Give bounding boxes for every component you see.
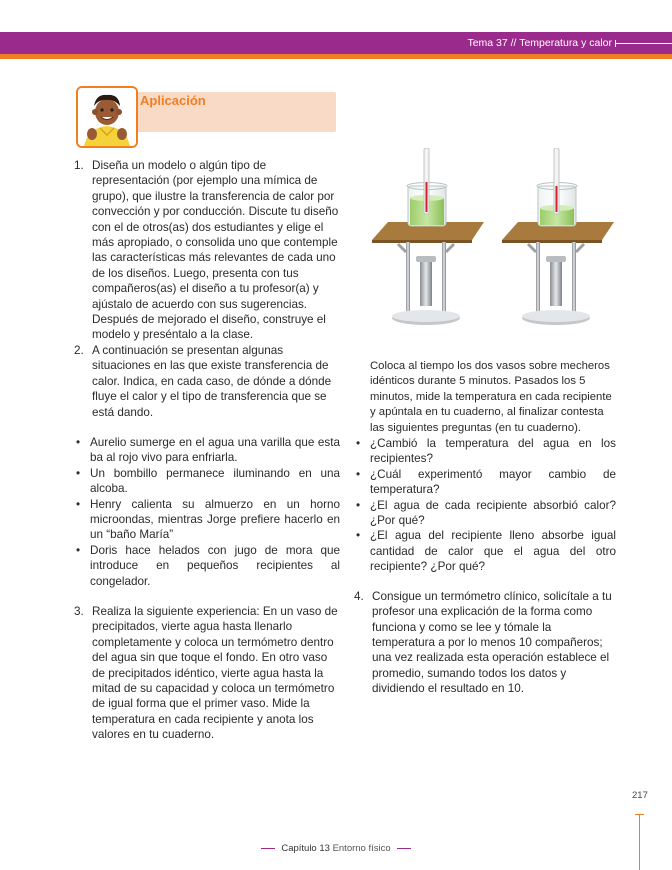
header-accent-line xyxy=(0,54,672,59)
left-setup xyxy=(372,148,484,325)
right-setup xyxy=(502,148,614,325)
exercise-2 xyxy=(74,343,340,420)
exercise-4-number: 4. xyxy=(354,589,364,603)
exercise-3-text: Realiza la siguiente experiencia: En un vaso de precipitados, vierte agua hasta llenarlo completamente y coloca un termómetro dentro del agua sin que toque el fondo. En otro vaso de precipitados idéntico, vierte agua hasta la mitad de su capacidad y coloca un termómetro de igual forma que el primer vaso. Mide la temperatura en cada recipiente y anota los valores en tu cuaderno. xyxy=(92,604,338,742)
exercise-4 xyxy=(354,589,616,697)
question-bullet: • ¿Cambió la temperatura del agua en los recipientes? xyxy=(354,436,616,467)
exercise-1-text: Diseña un modelo o algún tipo de representación (por ejemplo una mímica de grupo), que ilustre la transferencia de calor por convección y por conducción. Discute tu diseño con el de otros(as) dos estudiantes y elige el más apropiado, o consolida uno que contemple las características más relevantes de cada uno de los diseños. Luego, presenta con tus compañeros(as) el diseño a tu profesor(a) y ajústalo de acuerdo con sus sugerencias. Después de mejorado el diseño, construye el modelo y preséntalo a la clase. xyxy=(92,159,339,342)
question-bullet: • ¿Cuál experimentó mayor cambio de temperatura? xyxy=(354,467,616,498)
header-rule xyxy=(616,43,672,44)
question-bullet: • ¿El agua del recipiente lleno absorbe igual cantidad de calor que el agua del otro recipiente? ¿Por qué? xyxy=(354,528,616,574)
exercise-1-number: 1. xyxy=(74,159,84,172)
question-bullet: • ¿El agua de cada recipiente absorbió calor? ¿Por qué? xyxy=(354,498,616,529)
footer-rule-right xyxy=(397,848,411,849)
exercise-4-text: Consigue un termómetro clínico, solicítale a tu profesor una explicación de la forma como funciona y como se lee y tómale la temperatura a por lo menos 10 compañeros; una vez realizada esta operación establece el promedio, sumando todos los datos y dividiendo el resultado en 10. xyxy=(372,589,612,696)
situation-bullet: • Doris hace helados con jugo de mora que introduce en pequeños recipientes al congelador. xyxy=(74,543,340,589)
left-column xyxy=(74,158,340,743)
beakers-on-burners-illustration xyxy=(368,148,618,338)
situation-bullet: • Henry calienta su almuerzo en un horno microondas, mientras Jorge prefiere hacerlo en un “baño María” xyxy=(74,497,340,543)
exercise-3-number: 3. xyxy=(74,604,84,618)
header-topic: Tema 37 // Temperatura y calor xyxy=(467,37,612,49)
application-section-header xyxy=(76,86,334,146)
footer-chapter: Capítulo 13 xyxy=(281,843,330,854)
footer xyxy=(0,843,672,854)
situation-bullet: • Aurelio sumerge en el agua una varilla que esta ba al rojo vivo para enfriarla. xyxy=(74,435,340,466)
page-number: 217 xyxy=(632,790,648,801)
exercise-2-number: 2. xyxy=(74,343,84,357)
exercise-2-text: A continuación se presentan algunas situaciones en las que existe transferencia de calor. Indica, en cada caso, de dónde a dónde fluye el calor y el tipo de transferencia que se está dando. xyxy=(92,343,332,419)
page-rule xyxy=(639,814,640,870)
footer-title: Entorno físico xyxy=(332,843,391,854)
right-column xyxy=(354,359,616,697)
footer-rule-left xyxy=(261,848,275,849)
section-title: Aplicación xyxy=(140,93,206,108)
situation-bullet: • Un bombillo permanece iluminando en una alcoba. xyxy=(74,466,340,497)
exercise-3 xyxy=(74,604,340,743)
student-illustration xyxy=(76,86,138,148)
exercise-1 xyxy=(74,158,340,343)
experiment-instructions: Coloca al tiempo los dos vasos sobre mecheros idénticos durante 5 minutos. Pasados los 5 minutos, mide la temperatura en cada recipiente y apúntala en tu cuaderno, al finalizar contesta las siguientes preguntas (en tu cuaderno). xyxy=(370,360,612,434)
